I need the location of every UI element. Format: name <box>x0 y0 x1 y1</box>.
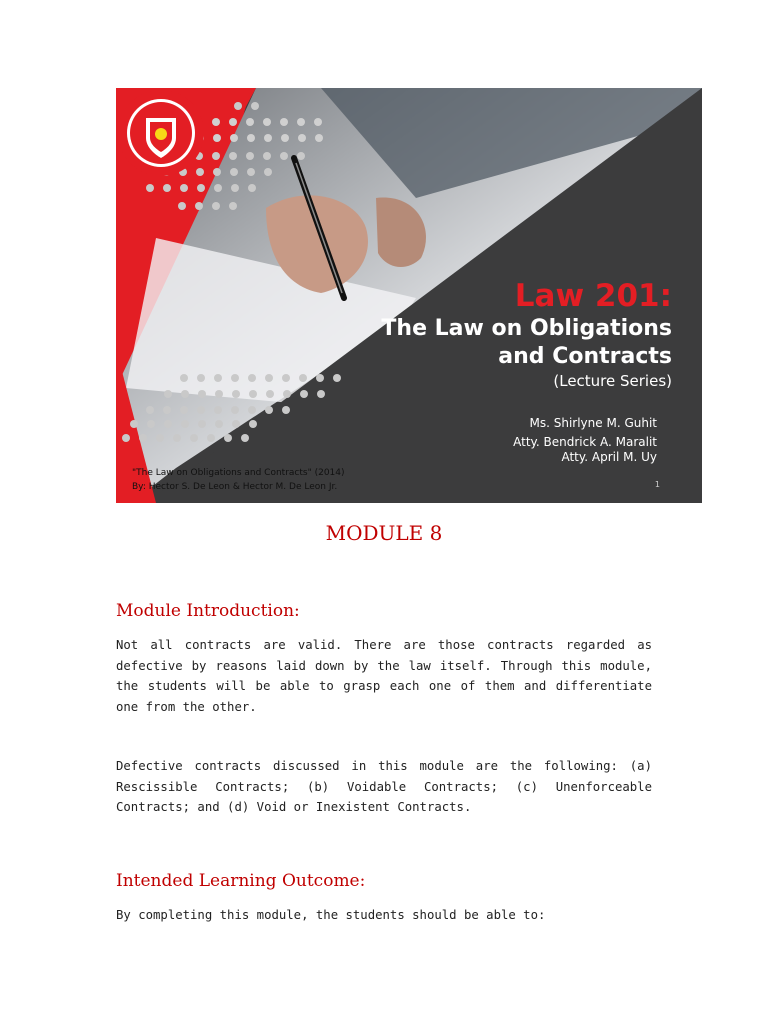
decor-dot <box>156 434 164 442</box>
decor-dot <box>198 420 206 428</box>
decor-dot <box>164 390 172 398</box>
citation-authors: By: Hector S. De Leon & Hector M. De Leon Jr. <box>132 482 338 492</box>
decor-dot <box>122 434 130 442</box>
decor-dot <box>247 134 255 142</box>
intro-paragraph-2: Defective contracts discussed in this module are the following: (a) Rescissible Contracts; (b) Voidable Contracts; (c) Unenforceable Contracts; and (d) Void or Inexistent Contracts. <box>116 759 652 814</box>
decor-dot <box>251 102 259 110</box>
decor-dot <box>249 420 257 428</box>
course-banner <box>116 88 702 503</box>
decor-dot <box>214 184 222 192</box>
decor-dot <box>229 152 237 160</box>
decor-dot <box>248 374 256 382</box>
decor-dot <box>231 374 239 382</box>
decor-dot <box>229 202 237 210</box>
decor-dot <box>213 168 221 176</box>
decor-dot <box>180 184 188 192</box>
decor-dot <box>297 152 305 160</box>
course-code: Law 201: <box>514 278 672 314</box>
decor-dot <box>230 168 238 176</box>
decor-dot <box>264 168 272 176</box>
decor-dot <box>197 406 205 414</box>
decor-dot <box>229 118 237 126</box>
decor-dot <box>147 420 155 428</box>
decor-dot <box>248 184 256 192</box>
decor-dot <box>249 390 257 398</box>
decor-dot <box>139 434 147 442</box>
decor-dot <box>212 202 220 210</box>
decor-dot <box>299 374 307 382</box>
decor-dot <box>213 134 221 142</box>
decor-dot <box>241 434 249 442</box>
decor-dot <box>316 374 324 382</box>
course-title-line2: and Contracts <box>498 344 672 369</box>
series-label: (Lecture Series) <box>553 372 672 390</box>
outcome-heading: Intended Learning Outcome: <box>116 871 366 891</box>
outcome-paragraph: By completing this module, the students should be able to: <box>116 908 546 922</box>
decor-dot <box>264 134 272 142</box>
decor-dot <box>232 390 240 398</box>
decor-dot <box>246 152 254 160</box>
decor-dot <box>246 118 254 126</box>
module-title: MODULE 8 <box>325 521 443 545</box>
decor-dot <box>232 420 240 428</box>
decor-dot <box>178 202 186 210</box>
decor-dot <box>282 374 290 382</box>
decor-dot <box>181 390 189 398</box>
decor-dot <box>198 390 206 398</box>
decor-dot <box>163 406 171 414</box>
decor-dot <box>297 118 305 126</box>
decor-dot <box>207 434 215 442</box>
decor-dot <box>315 134 323 142</box>
decor-dot <box>314 118 322 126</box>
decor-dot <box>164 420 172 428</box>
decor-dot <box>214 406 222 414</box>
decor-dot <box>146 184 154 192</box>
citation-title: "The Law on Obligations and Contracts" (2014) <box>132 468 345 478</box>
decor-dot <box>212 118 220 126</box>
author-2: Atty. Bendrick A. Maralit <box>513 435 657 449</box>
decor-dot <box>247 168 255 176</box>
decor-dot <box>281 134 289 142</box>
intro-heading: Module Introduction: <box>116 601 300 621</box>
decor-dot <box>224 434 232 442</box>
decor-dot <box>173 434 181 442</box>
decor-dot <box>317 390 325 398</box>
decor-dot <box>231 184 239 192</box>
decor-dot <box>215 390 223 398</box>
decor-dot <box>197 374 205 382</box>
decor-dot <box>195 202 203 210</box>
author-3: Atty. April M. Uy <box>561 450 657 464</box>
decor-dot <box>180 374 188 382</box>
decor-dot <box>130 420 138 428</box>
decor-dot <box>280 152 288 160</box>
decor-dot <box>263 152 271 160</box>
slide-number: 1 <box>654 480 660 489</box>
decor-dot <box>265 406 273 414</box>
decor-dot <box>197 184 205 192</box>
intro-paragraph-1: Not all contracts are valid. There are those contracts regarded as defective by reasons laid down by the law itself. Through this module, the students will be able to grasp each one of them and differentiate one from the other. <box>116 638 652 714</box>
decor-dot <box>300 390 308 398</box>
course-title-line1: The Law on Obligations <box>381 316 672 341</box>
decor-dot <box>280 118 288 126</box>
decor-dot <box>180 406 188 414</box>
decor-dot <box>263 118 271 126</box>
decor-dot <box>234 102 242 110</box>
decor-dot <box>146 406 154 414</box>
decor-dot <box>283 390 291 398</box>
decor-dot <box>333 374 341 382</box>
decor-dot <box>190 434 198 442</box>
decor-dot <box>265 374 273 382</box>
decor-dot <box>215 420 223 428</box>
decor-dot <box>230 134 238 142</box>
author-1: Ms. Shirlyne M. Guhit <box>529 416 657 430</box>
decor-dot <box>231 406 239 414</box>
decor-dot <box>212 152 220 160</box>
university-seal-icon <box>116 88 206 178</box>
decor-dot <box>298 134 306 142</box>
decor-dot <box>248 406 256 414</box>
decor-dot <box>282 406 290 414</box>
decor-dot <box>163 184 171 192</box>
decor-dot <box>266 390 274 398</box>
decor-dot <box>181 420 189 428</box>
decor-dot <box>214 374 222 382</box>
